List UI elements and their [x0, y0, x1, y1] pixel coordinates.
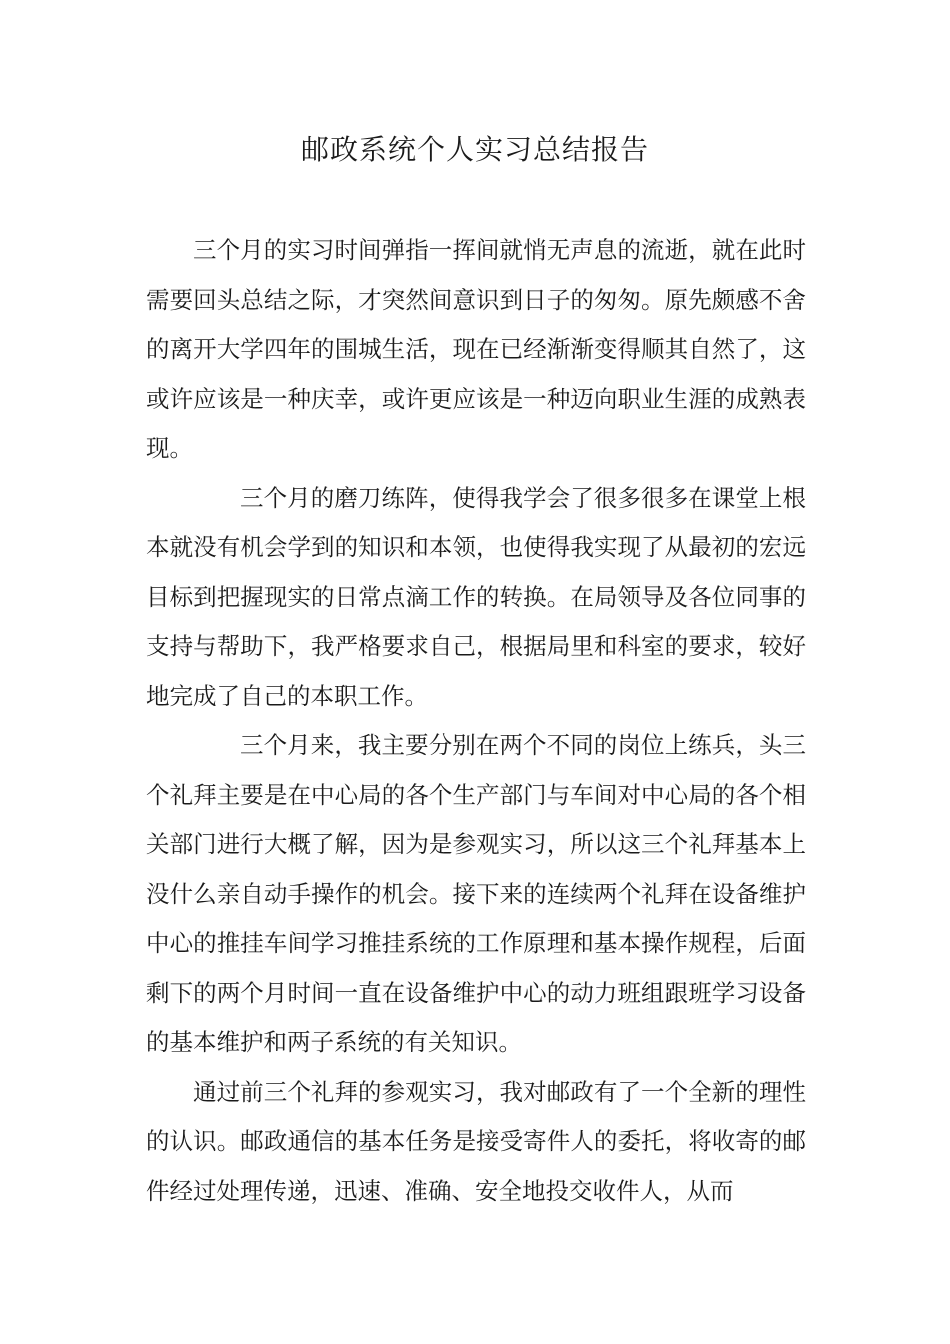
document-body: [146, 226, 806, 1216]
document-title: 邮政系统个人实习总结报告: [300, 133, 649, 166]
paragraph-2: 三个月的磨刀练阵，使得我学会了很多很多在课堂上根本就没有机会学到的知识和本领，也使得我实现了从最初的宏远目标到把握现实的日常点滴工作的转换。在局领导及各位同事的支持与帮助下，我严格要求自己，根据局里和科室的要求，较好地完成了自己的本职工作。: [146, 483, 806, 710]
paragraph-3: 三个月来，我主要分别在两个不同的岗位上练兵，头三个礼拜主要是在中心局的各个生产部门与车间对中心局的各个相关部门进行大概了解，因为是参观实习，所以这三个礼拜基本上没什么亲自动手操作的机会。接下来的连续两个礼拜在设备维护中心的推挂车间学习推挂系统的工作原理和基本操作规程，后面剩下的两个月时间一直在设备维护中心的动力班组跟班学习设备的基本维护和两子系统的有关知识。: [146, 731, 806, 1056]
paragraph-4: 通过前三个礼拜的参观实习，我对邮政有了一个全新的理性的认识。邮政通信的基本任务是接受寄件人的委托，将收寄的邮件经过处理传递，迅速、准确、安全地投交收件人，从而: [146, 1077, 806, 1205]
paragraph-1: 三个月的实习时间弹指一挥间就悄无声息的流逝，就在此时需要回头总结之际，才突然间意识到日子的匆匆。原先颇感不舍的离开大学四年的围城生活，现在已经渐渐变得顺其自然了，这或许应该是一种庆幸，或许更应该是一种迈向职业生涯的成熟表现。: [146, 236, 806, 462]
